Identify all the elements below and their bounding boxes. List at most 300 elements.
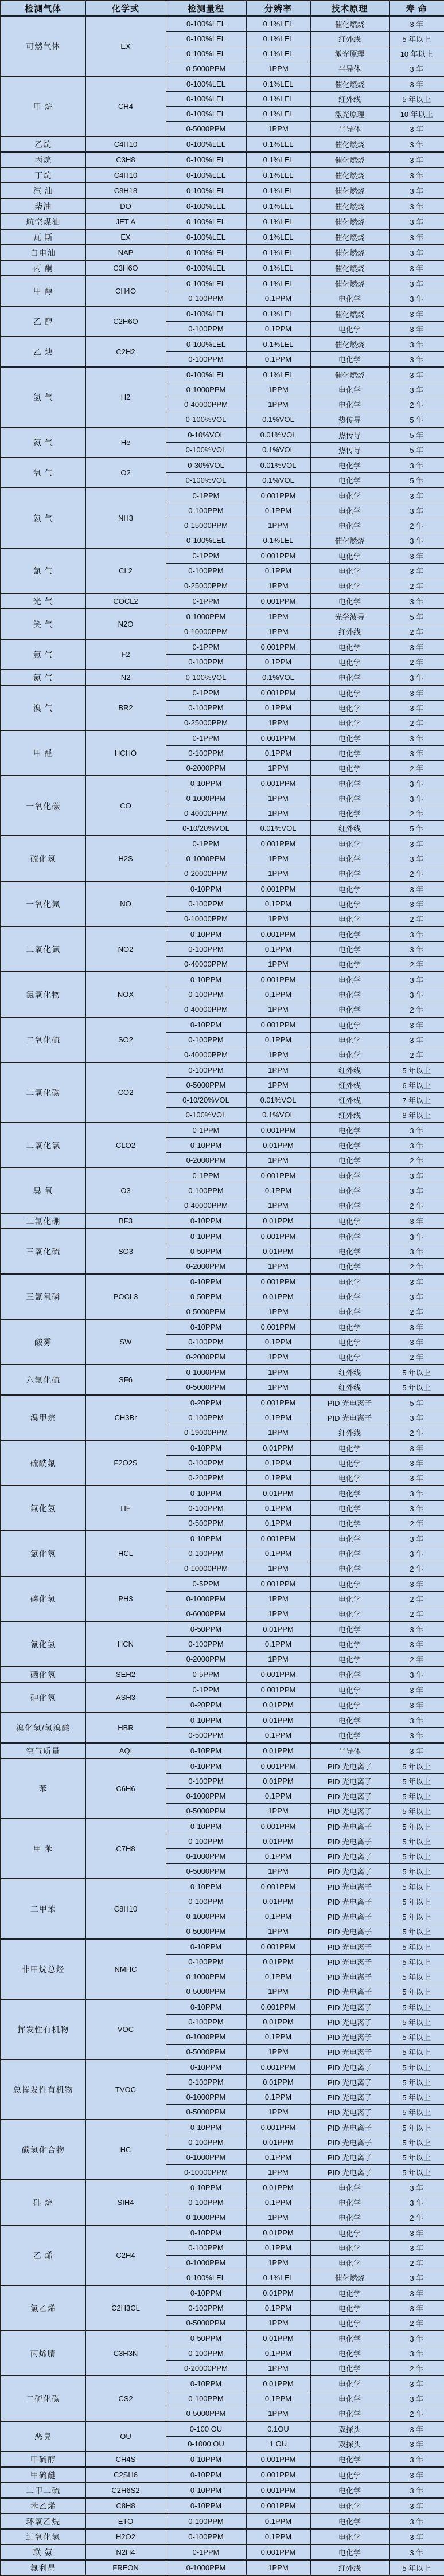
lifespan-cell: 5 年以上 [389,1804,444,1819]
resolution-cell: 0.1%LEL [246,198,310,214]
range-cell: 0-100PPM [166,655,246,670]
lifespan-cell: 5 年以上 [389,2059,444,2075]
lifespan-cell: 3 年 [389,1728,444,1744]
principle-cell: 电化学 [310,2241,389,2256]
resolution-cell: 0.1%LEL [246,214,310,229]
lifespan-cell: 3 年 [389,1637,444,1652]
resolution-cell: 0.001PPM [246,548,310,564]
range-cell: 0-100%LEL [166,2270,246,2286]
principle-cell: 催化燃烧 [310,76,389,92]
range-cell: 0-10PPM [166,2498,246,2514]
column-header-resolution: 分辨率 [246,1,310,16]
principle-cell: 催化燃烧 [310,198,389,214]
lifespan-cell: 3 年 [389,1713,444,1728]
table-row [1,2483,444,2498]
lifespan-cell: 3 年 [389,306,444,322]
resolution-cell: 1PPM [246,866,310,882]
lifespan-cell: 2 年 [389,1259,444,1275]
resolution-cell: 0.1PPM [246,1909,310,1924]
formula-cell: C3H6O [85,260,166,276]
resolution-cell: 1PPM [246,2105,310,2120]
gas-name-cell: 丙烯腈 [1,2331,85,2376]
formula-cell: DO [85,198,166,214]
range-cell: 0-10PPM [166,1879,246,1894]
formula-cell: HC [85,2120,166,2180]
range-cell: 0-5000PPM [166,61,246,77]
lifespan-cell: 7 年以上 [389,1093,444,1108]
resolution-cell: 0.001PPM [246,1274,310,1289]
range-cell: 0-10PPM [166,1213,246,1229]
gas-name-cell: 非甲烷总烃 [1,1939,85,1999]
principle-cell: 电化学 [310,1516,389,1531]
principle-cell: 电化学 [310,1183,389,1198]
range-cell: 0-2000PPM [166,761,246,776]
resolution-cell: 0.001PPM [246,776,310,791]
lifespan-cell: 2 年 [389,624,444,640]
range-cell: 0-10PPM [166,972,246,987]
range-cell: 0-10PPM [166,2483,246,2498]
range-cell: 0-5000PPM [166,1924,246,1940]
principle-cell: 电化学 [310,564,389,578]
resolution-cell: 0.1OU [246,2421,310,2437]
principle-cell: 催化燃烧 [310,152,389,167]
resolution-cell: 0.1PPM [246,2090,310,2105]
range-cell: 0-30%VOL [166,458,246,473]
range-cell: 0-5000PPM [166,2045,246,2060]
principle-cell: 电化学 [310,2544,389,2560]
lifespan-cell: 2 年 [389,578,444,594]
principle-cell: 电化学 [310,761,389,776]
principle-cell: PID 光电离子 [310,1849,389,1864]
range-cell: 0-100PPM [166,2075,246,2090]
formula-cell: OU [85,2421,166,2452]
principle-cell: 电化学 [310,518,389,533]
formula-cell: HCHO [85,730,166,776]
range-cell: 0-1000PPM [166,2560,246,2575]
formula-cell: SF6 [85,1365,166,1395]
lifespan-cell: 3 年 [389,2270,444,2286]
lifespan-cell: 3 年 [389,2346,444,2361]
gas-name-cell: 硫酰氟 [1,1440,85,1486]
range-cell: 0-1PPM [166,836,246,851]
principle-cell: 电化学 [310,716,389,731]
range-cell: 0-10000PPM [166,2165,246,2180]
principle-cell: 电化学 [310,593,389,609]
resolution-cell: 1PPM [246,1924,310,1940]
table-row [1,1168,444,1183]
lifespan-cell: 3 年 [389,1033,444,1047]
resolution-cell: 0.1PPM [246,503,310,518]
principle-cell: 电化学 [310,776,389,791]
resolution-cell: 0.01%VOL [246,821,310,836]
formula-cell: VOC [85,1999,166,2059]
gas-name-cell: 恶臭 [1,2421,85,2452]
principle-cell: PID 光电离子 [310,1819,389,1834]
table-row [1,670,444,685]
principle-cell: 双探头 [310,2421,389,2437]
range-cell: 0-10PPM [166,1229,246,1244]
range-cell: 0-1PPM [166,639,246,655]
lifespan-cell: 2 年 [389,1516,444,1531]
principle-cell: PID 光电离子 [310,2075,389,2090]
principle-cell: 电化学 [310,1682,389,1698]
lifespan-cell: 2 年 [389,1561,444,1577]
lifespan-cell: 3 年 [389,1440,444,1456]
table-row [1,167,444,183]
lifespan-cell: 3 年 [389,276,444,291]
formula-cell: C7H8 [85,1819,166,1879]
lifespan-cell: 5 年以上 [389,1758,444,1774]
principle-cell: 电化学 [310,1531,389,1546]
resolution-cell: 0.1PPM [246,1969,310,1984]
principle-cell: 电化学 [310,1728,389,1744]
formula-cell: CO [85,776,166,836]
lifespan-cell: 3 年 [389,2437,444,2452]
principle-cell: PID 光电离子 [310,1789,389,1804]
principle-cell: 电化学 [310,1637,389,1652]
range-cell: 0-100PPM [166,1033,246,1047]
principle-cell: 电化学 [310,1471,389,1486]
lifespan-cell: 3 年 [389,851,444,866]
range-cell: 0-1000PPM [166,1789,246,1804]
lifespan-cell: 3 年 [389,458,444,473]
formula-cell: C8H18 [85,183,166,198]
resolution-cell: 0.1PPM [246,2514,310,2529]
range-cell: 0-100%LEL [166,337,246,352]
table-row [1,593,444,609]
lifespan-cell: 2 年 [389,518,444,533]
principle-cell: PID 光电离子 [310,1939,389,1955]
lifespan-cell: 2 年 [389,655,444,670]
range-cell: 0-2000PPM [166,1652,246,1667]
principle-cell: 电化学 [310,851,389,866]
range-cell: 0-5000PPM [166,1984,246,2000]
table-row [1,2421,444,2437]
resolution-cell: 0.1PPM [246,2301,310,2316]
table-row [1,214,444,229]
range-cell: 0-100PPM [166,2391,246,2406]
principle-cell: 电化学 [310,2210,389,2226]
principle-cell: 电化学 [310,1123,389,1138]
column-header-principle: 技术原理 [310,1,389,16]
formula-cell: H2S [85,836,166,881]
resolution-cell: 0.1PPM [246,1849,310,1864]
gas-name-cell: 磷化氢 [1,1576,85,1621]
formula-cell: HF [85,1486,166,1531]
principle-cell: PID 光电离子 [310,1395,389,1410]
gas-name-cell: 二氧化氮 [1,927,85,972]
principle-cell: PID 光电离子 [310,1924,389,1940]
range-cell: 0-10PPM [166,2225,246,2241]
gas-name-cell: 甲硫醇 [1,2452,85,2467]
resolution-cell: 0.1%LEL [246,76,310,92]
lifespan-cell: 3 年 [389,382,444,397]
lifespan-cell: 3 年 [389,897,444,912]
gas-name-cell: 氢 气 [1,367,85,427]
principle-cell: 电化学 [310,382,389,397]
range-cell: 0-100PPM [166,746,246,761]
lifespan-cell: 3 年 [389,1138,444,1153]
lifespan-cell: 3 年 [389,776,444,791]
lifespan-cell: 5 年以上 [389,1365,444,1380]
principle-cell: 电化学 [310,2529,389,2544]
lifespan-cell: 5 年以上 [389,1380,444,1396]
resolution-cell: 0.01PPM [246,2135,310,2150]
formula-cell: N2O [85,609,166,639]
range-cell: 0-100%LEL [166,276,246,291]
formula-cell: O3 [85,1168,166,1213]
table-row [1,1682,444,1698]
gas-name-cell: 三氯氧磷 [1,1274,85,1319]
lifespan-cell: 2 年 [389,1198,444,1214]
resolution-cell: 0.01%VOL [246,458,310,473]
principle-cell: 电化学 [310,1621,389,1637]
lifespan-cell: 5 年以上 [389,2075,444,2090]
resolution-cell: 0.1%VOL [246,412,310,428]
range-cell: 0-1000PPM [166,2090,246,2105]
lifespan-cell: 5 年 [389,427,444,443]
lifespan-cell: 5 年以上 [389,2165,444,2180]
range-cell: 0-10PPM [166,1274,246,1289]
range-cell: 0-100%LEL [166,306,246,322]
lifespan-cell: 3 年 [389,2467,444,2483]
range-cell: 0-5000PPM [166,2316,246,2331]
gas-name-cell: 氟利昂 [1,2560,85,2575]
formula-cell: SO2 [85,1017,166,1062]
range-cell: 0-100%LEL [166,183,246,198]
table-row [1,1667,444,1682]
resolution-cell: 1PPM [246,1350,310,1365]
range-cell: 0-100%LEL [166,107,246,122]
range-cell: 0-1PPM [166,730,246,746]
range-cell: 0-10PPM [166,2376,246,2391]
resolution-cell: 0.1%VOL [246,1108,310,1123]
table-header [1,1,444,16]
lifespan-cell: 2 年 [389,2256,444,2270]
formula-cell: ASH3 [85,1682,166,1713]
principle-cell: 电化学 [310,322,389,337]
formula-cell: C2H6O [85,306,166,337]
formula-cell: C2H3CL [85,2285,166,2331]
gas-name-cell: 硒化氢 [1,1667,85,1682]
resolution-cell: 0.1%LEL [246,92,310,107]
range-cell: 0-100%VOL [166,473,246,488]
range-cell: 0-10PPM [166,1713,246,1728]
lifespan-cell: 3 年 [389,836,444,851]
range-cell: 0-100%LEL [166,76,246,92]
range-cell: 0-100%LEL [166,198,246,214]
resolution-cell: 0.1%LEL [246,229,310,245]
resolution-cell: 0.001PPM [246,2483,310,2498]
range-cell: 0-20000PPM [166,866,246,882]
table-row [1,1576,444,1592]
principle-cell: 电化学 [310,2361,389,2376]
range-cell: 0-100PPM [166,1637,246,1652]
table-row [1,2180,444,2195]
resolution-cell: 1PPM [246,578,310,594]
range-cell: 0-100%VOL [166,670,246,685]
formula-cell: He [85,427,166,458]
formula-cell: H2 [85,367,166,427]
principle-cell: PID 光电离子 [310,1410,389,1425]
lifespan-cell: 2 年 [389,2316,444,2331]
principle-cell: 半导体 [310,122,389,137]
principle-cell: 电化学 [310,1576,389,1592]
resolution-cell: 0.01PPM [246,1774,310,1789]
gas-name-cell: 氨 气 [1,488,85,548]
gas-name-cell: 氰化氢 [1,1621,85,1667]
principle-cell: 热传导 [310,443,389,458]
resolution-cell: 1PPM [246,1425,310,1441]
resolution-cell: 0.01PPM [246,1955,310,1969]
resolution-cell: 1PPM [246,2210,310,2226]
table-row [1,639,444,655]
table-row [1,2452,444,2467]
resolution-cell: 0.1%LEL [246,276,310,291]
formula-cell: C2SH6 [85,2467,166,2483]
lifespan-cell: 2 年 [389,761,444,776]
lifespan-cell: 5 年以上 [389,2120,444,2135]
gas-name-cell: 一氧化碳 [1,776,85,836]
table-row [1,2059,444,2075]
principle-cell: 电化学 [310,352,389,368]
table-row [1,1621,444,1637]
range-cell: 0-100PPM [166,1062,246,1078]
formula-cell: ETO [85,2514,166,2529]
resolution-cell: 0.1PPM [246,746,310,761]
principle-cell: 电化学 [310,1319,389,1335]
formula-cell: NH3 [85,488,166,548]
range-cell: 0-5000PPM [166,1804,246,1819]
resolution-cell: 1PPM [246,1606,310,1622]
lifespan-cell: 3 年 [389,2544,444,2560]
lifespan-cell: 5 年以上 [389,1062,444,1078]
gas-name-cell: 丙 酮 [1,260,85,276]
range-cell: 0-100%LEL [166,214,246,229]
range-cell: 0-50PPM [166,1621,246,1637]
resolution-cell: 0.1PPM [246,2195,310,2210]
lifespan-cell: 2 年 [389,1606,444,1622]
lifespan-cell: 5 年 [389,609,444,624]
principle-cell: PID 光电离子 [310,2059,389,2075]
range-cell: 0-1PPM [166,548,246,564]
resolution-cell: 0.001PPM [246,1939,310,1955]
principle-cell: PID 光电离子 [310,1834,389,1849]
principle-cell: 红外线 [310,1062,389,1078]
lifespan-cell: 5 年 [389,443,444,458]
lifespan-cell: 3 年 [389,260,444,276]
resolution-cell: 0.01PPM [246,1244,310,1259]
range-cell: 0-1000PPM [166,1365,246,1380]
principle-cell: PID 光电离子 [310,1879,389,1894]
table-row [1,881,444,897]
lifespan-cell: 3 年 [389,639,444,655]
range-cell: 0-10PPM [166,2452,246,2467]
formula-cell: O2 [85,458,166,488]
resolution-cell: 0.1PPM [246,352,310,368]
table-row [1,76,444,92]
resolution-cell: 1PPM [246,122,310,137]
range-cell: 0-1000PPM [166,1592,246,1606]
principle-cell: 电化学 [310,897,389,912]
lifespan-cell: 3 年 [389,2285,444,2301]
resolution-cell: 0.1PPM [246,1546,310,1561]
formula-cell: NOX [85,972,166,1017]
range-cell: 0-10000PPM [166,1561,246,1577]
range-cell: 0-10PPM [166,2120,246,2135]
lifespan-cell: 2 年 [389,806,444,821]
range-cell: 0-100PPM [166,1335,246,1350]
range-cell: 0-100%VOL [166,443,246,458]
principle-cell: 红外线 [310,2560,389,2575]
resolution-cell: 0.1PPM [246,1456,310,1471]
resolution-cell: 0.01PPM [246,2331,310,2346]
principle-cell: 电化学 [310,2514,389,2529]
table-row [1,1486,444,1501]
resolution-cell: 0.1PPM [246,942,310,957]
lifespan-cell: 3 年 [389,322,444,337]
principle-cell: 双探头 [310,2437,389,2452]
lifespan-cell: 3 年 [389,1244,444,1259]
table-row [1,183,444,198]
lifespan-cell: 3 年 [389,136,444,152]
lifespan-cell: 5 年以上 [389,1849,444,1864]
resolution-cell: 0.1%LEL [246,107,310,122]
resolution-cell: 0.001PPM [246,1319,310,1335]
formula-cell: HCL [85,1531,166,1576]
lifespan-cell: 5 年以上 [389,2090,444,2105]
principle-cell: 电化学 [310,1546,389,1561]
range-cell: 0-10PPM [166,2467,246,2483]
resolution-cell: 1PPM [246,1259,310,1275]
principle-cell: 电化学 [310,866,389,882]
formula-cell: N2H4 [85,2544,166,2560]
resolution-cell: 1PPM [246,791,310,806]
formula-cell: NO2 [85,927,166,972]
principle-cell: 电化学 [310,791,389,806]
range-cell: 0-100PPM [166,942,246,957]
resolution-cell: 0.1%LEL [246,533,310,549]
table-row [1,306,444,322]
resolution-cell: 0.001PPM [246,927,310,942]
gas-name-cell: 空气质量 [1,1743,85,1758]
formula-cell: CH3Br [85,1395,166,1440]
table-row [1,1713,444,1728]
lifespan-cell: 5 年以上 [389,2105,444,2120]
lifespan-cell: 3 年 [389,503,444,518]
resolution-cell: 0.1PPM [246,1183,310,1198]
resolution-cell: 0.1PPM [246,1471,310,1486]
formula-cell: C4H10 [85,136,166,152]
principle-cell: 电化学 [310,2331,389,2346]
range-cell: 0-50PPM [166,2331,246,2346]
resolution-cell: 0.1PPM [246,564,310,578]
lifespan-cell: 3 年 [389,1698,444,1713]
gas-name-cell: 氦 气 [1,427,85,458]
resolution-cell: 1PPM [246,1592,310,1606]
resolution-cell: 0.1PPM [246,987,310,1002]
range-cell: 0-1PPM [166,593,246,609]
principle-cell: 电化学 [310,1350,389,1365]
lifespan-cell: 10 年以上 [389,46,444,61]
lifespan-cell: 3 年 [389,488,444,503]
gas-name-cell: 联 氨 [1,2544,85,2560]
resolution-cell: 0.01PPM [246,2376,310,2391]
principle-cell: 电化学 [310,1713,389,1728]
range-cell: 0-5000PPM [166,1078,246,1093]
resolution-cell: 0.1%VOL [246,670,310,685]
formula-cell: POCL3 [85,1274,166,1319]
